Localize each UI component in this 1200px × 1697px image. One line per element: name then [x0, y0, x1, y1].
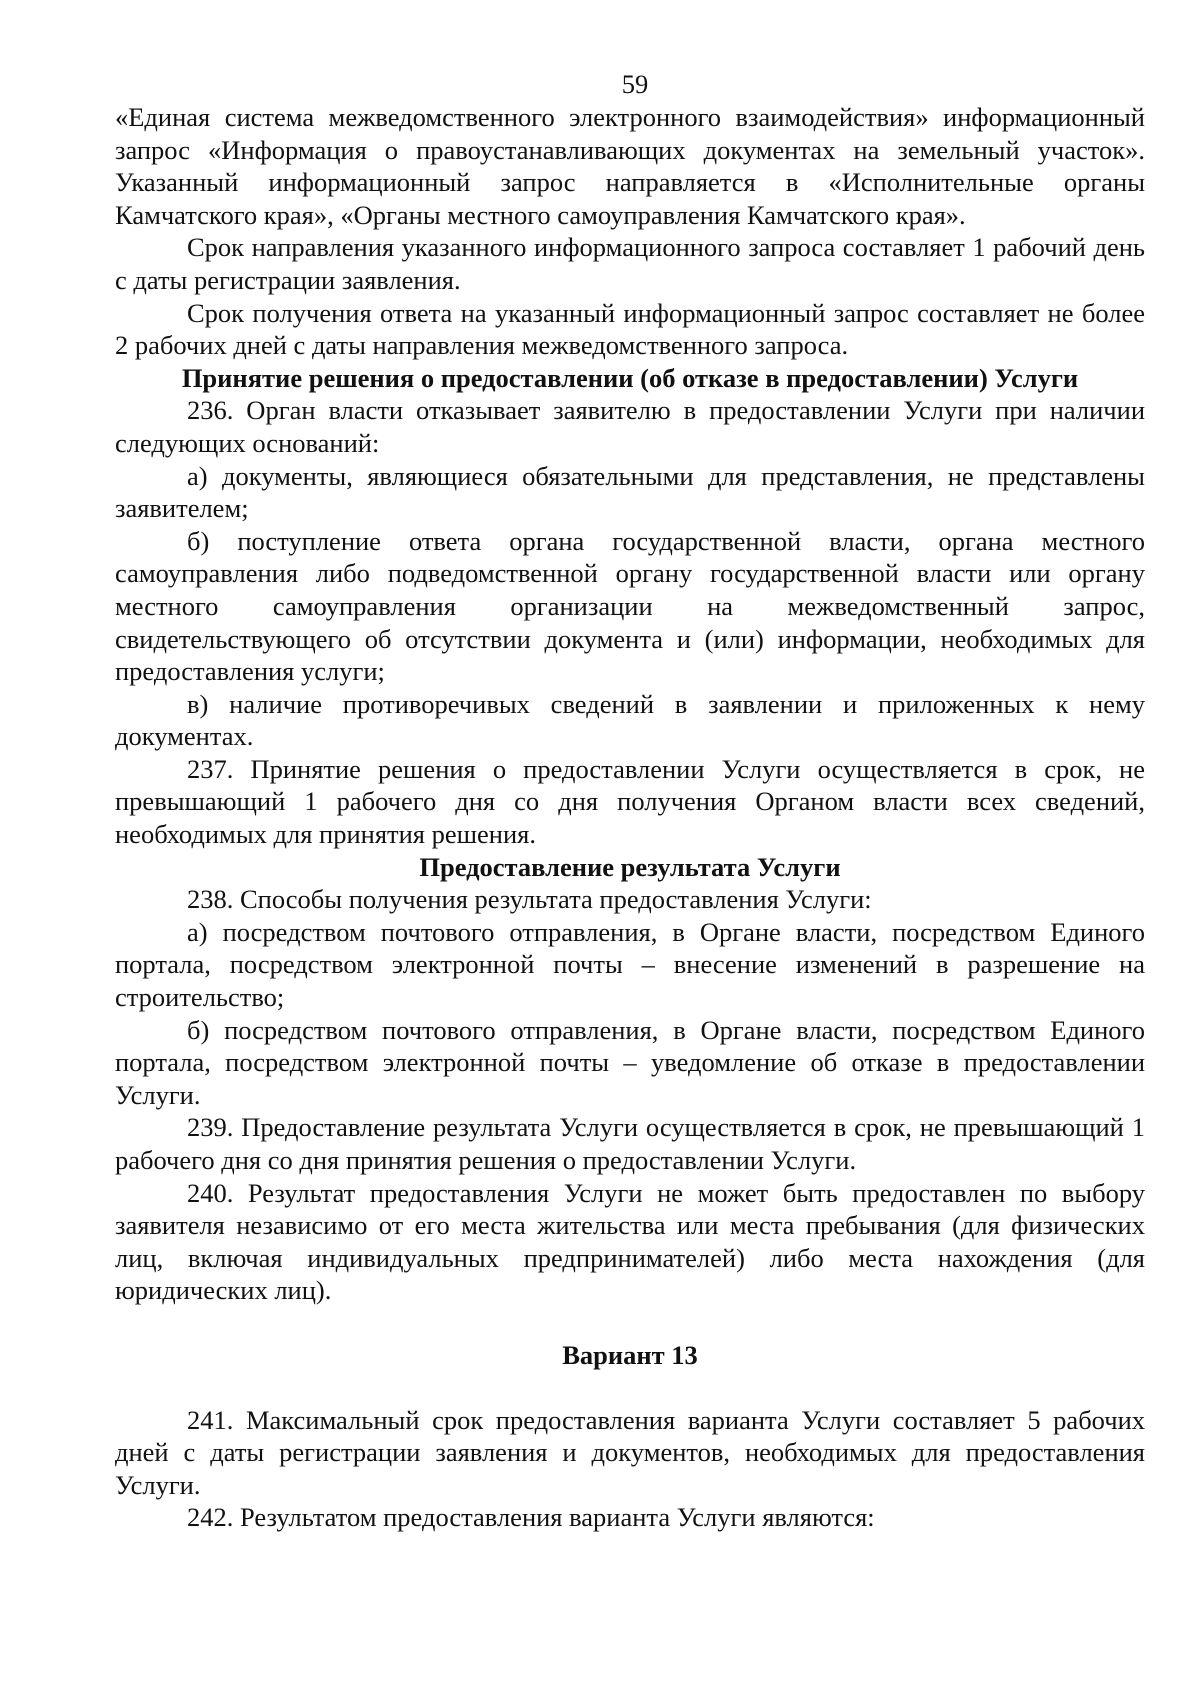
- paragraph-236: 236. Орган власти отказывает заявителю в предоставлении Услуги при наличии следующих оснований:: [115, 395, 1145, 458]
- paragraph-238-b: б) посредством почтового отправления, в Органе власти, посредством Единого портала, посредством электронной почты – уведомление об отказе в предоставлении Услуги.: [115, 1014, 1145, 1110]
- section-heading-decision: Принятие решения о предоставлении (об отказе в предоставлении) Услуги: [181, 362, 1079, 393]
- paragraph-236-b: б) поступление ответа органа государственной власти, органа местного самоуправления либо подведомственной органу государственной власти или органу местного самоуправления организации на межведомственный запрос, свидетельствующего об отсутствии документа и (или) информации, необходимых для предоставления услуги;: [115, 525, 1145, 687]
- page-number: 59: [621, 69, 649, 99]
- paragraph-request-deadline: Срок направления указанного информационного запроса составляет 1 рабочий день с даты регистрации заявления.: [115, 232, 1145, 295]
- paragraph-241: 241. Максимальный срок предоставления варианта Услуги составляет 5 рабочих дней с даты регистрации заявления и документов, необходимых для предоставления Услуги.: [115, 1404, 1145, 1500]
- paragraph-interagency-request: «Единая система межведомственного электронного взаимодействия» информационный запрос «Информация о правоустанавливающих документах на земельный участок». Указанный информационный запрос направляется в «Исполнительные органы Камчатского края», «Органы местного самоуправления Камчатского края».: [115, 102, 1145, 230]
- paragraph-236-a: а) документы, являющиеся обязательными для представления, не представлены заявителем;: [115, 460, 1145, 524]
- paragraph-237: 237. Принятие решения о предоставлении Услуги осуществляется в срок, не превышающий 1 рабочего дня со дня получения Органом власти всех сведений, необходимых для принятия решения.: [115, 753, 1145, 850]
- paragraph-238-a: а) посредством почтового отправления, в Органе власти, посредством Единого портала, посредством электронной почты – внесение изменений в разрешение на строительство;: [115, 916, 1145, 1013]
- section-heading-result: Предоставление результата Услуги: [419, 851, 841, 882]
- paragraph-239: 239. Предоставление результата Услуги осуществляется в срок, не превышающий 1 рабочего дня со дня принятия решения о предоставлении Услуги.: [115, 1112, 1145, 1175]
- paragraph-240: 240. Результат предоставления Услуги не может быть предоставлен по выбору заявителя независимо от его места жительства или места пребывания (для физических лиц, включая индивидуальных предпринимателей) либо места нахождения (для юридических лиц).: [115, 1177, 1145, 1306]
- paragraph-response-deadline: Срок получения ответа на указанный информационный запрос составляет не более 2 рабочих дней с даты направления межведомственного запроса.: [115, 297, 1145, 361]
- paragraph-236-c: в) наличие противоречивых сведений в заявлении и приложенных к нему документах.: [115, 688, 1145, 752]
- paragraph-238: 238. Способы получения результата предоставления Услуги:: [187, 884, 872, 915]
- document-page: [115, 68, 1145, 1534]
- paragraph-242: 242. Результатом предоставления варианта Услуги являются:: [187, 1502, 875, 1533]
- section-heading-variant: Вариант 13: [562, 1339, 698, 1370]
